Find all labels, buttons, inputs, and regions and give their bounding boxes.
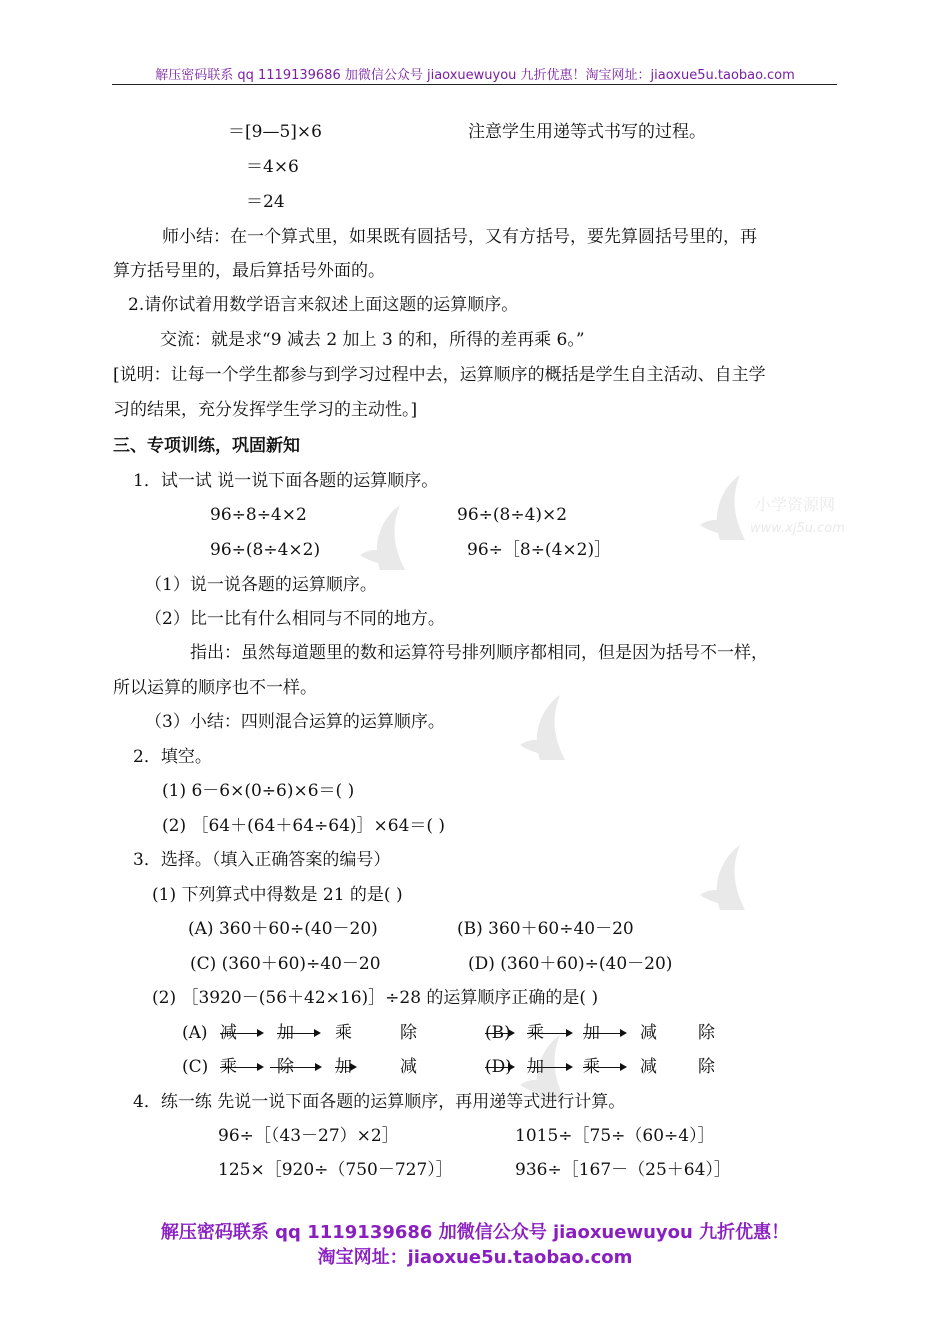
- arrow-icon: [527, 1067, 571, 1068]
- option-b-label: (B): [485, 1023, 511, 1043]
- option-c-op-4: 减: [400, 1057, 417, 1077]
- item-3-title: 3．选择。（填入正确答案的编号）: [133, 850, 391, 870]
- arrow-icon: [220, 1033, 262, 1034]
- item-3-choice-b: (B) 360＋60÷40－20: [457, 919, 634, 939]
- watermark-url: www.xj5u.com: [750, 521, 845, 536]
- summary-line-1: 师小结：在一个算式里，如果既有圆括号，又有方括号，要先算圆括号里的，再: [162, 227, 757, 247]
- arrow-icon: [485, 1067, 513, 1068]
- header-divider: [112, 84, 837, 85]
- item-4-expr-2: 1015÷［75÷（60÷4）］: [515, 1126, 715, 1146]
- option-c-op-1: 乘: [220, 1057, 237, 1077]
- arrow-icon: [583, 1033, 625, 1034]
- item-1-sub-3: （3）小结：四则混合运算的运算顺序。: [145, 712, 445, 732]
- item-1-point-1: 指出：虽然每道题里的数和运算符号排列顺序都相同，但是因为括号不一样，: [190, 643, 768, 663]
- item-1-expr-d: 96÷［8÷(4×2)］: [467, 540, 612, 560]
- option-d-op-3: 减: [640, 1057, 657, 1077]
- arrow-icon: [270, 1067, 320, 1068]
- option-d-op-1: 加: [527, 1057, 544, 1077]
- item-4-expr-3: 125×［920÷（750－727）］: [218, 1160, 453, 1180]
- item-2-question-2: (2) ［64＋(64＋64÷64)］×64＝( ): [162, 816, 446, 836]
- option-b-op-3: 减: [640, 1023, 657, 1043]
- calc-note: 注意学生用递等式书写的过程。: [468, 122, 706, 142]
- item-1-title: 1．试一试 说一说下面各题的运算顺序。: [133, 471, 439, 491]
- arrow-icon: [220, 1067, 262, 1068]
- item-4-expr-4: 936÷［167－（25＋64）］: [515, 1160, 731, 1180]
- option-a-op-3: 乘: [335, 1023, 352, 1043]
- footer-line-2: 淘宝网址：jiaoxue5u.taobao.com: [317, 1247, 633, 1268]
- option-d-label: (D): [485, 1057, 512, 1077]
- calc-step-2: ＝4×6: [246, 157, 299, 177]
- question-2-exchange: 交流：就是求“9 减去 2 加上 3 的和，所得的差再乘 6。”: [160, 330, 585, 350]
- option-d-op-2: 乘: [583, 1057, 600, 1077]
- item-1-sub-1: （1）说一说各题的运算顺序。: [145, 575, 377, 595]
- option-c-op-3: 加: [335, 1057, 352, 1077]
- item-4-title: 4．练一练 先说一说下面各题的运算顺序，再用递等式进行计算。: [133, 1092, 626, 1112]
- arrow-icon: [335, 1067, 355, 1068]
- calc-step-1: ＝[9—5]×6: [228, 122, 322, 142]
- watermark-logo-icon: [500, 690, 650, 770]
- arrow-icon: [485, 1033, 513, 1034]
- option-c-label: (C): [182, 1057, 209, 1077]
- explanation-line-2: 习的结果，充分发挥学生学习的主动性。]: [113, 400, 418, 420]
- item-2-title: 2．填空。: [133, 747, 212, 767]
- item-1-expr-b: 96÷(8÷4)×2: [457, 505, 568, 525]
- option-d-op-4: 除: [698, 1057, 715, 1077]
- calc-step-3: ＝24: [246, 192, 285, 212]
- option-c-op-2: 除: [277, 1057, 294, 1077]
- item-3-choice-a: (A) 360＋60÷(40－20): [188, 919, 378, 939]
- item-3-choice-c: (C) (360＋60)÷40－20: [190, 954, 381, 974]
- option-b-op-2: 加: [583, 1023, 600, 1043]
- option-a-op-2: 加: [277, 1023, 294, 1043]
- arrow-icon: [583, 1067, 625, 1068]
- item-3-question-2: (2) ［3920－(56＋42×16)］÷28 的运算顺序正确的是( ): [152, 988, 599, 1008]
- item-3-choice-d: (D) (360＋60)÷(40－20): [468, 954, 673, 974]
- option-a-op-4: 除: [400, 1023, 417, 1043]
- item-4-expr-1: 96÷［（43－27）×2］: [218, 1126, 399, 1146]
- footer-line-1: 解压密码联系 qq 1119139686 加微信公众号 jiaoxuewuyou 九折优惠！: [160, 1222, 790, 1243]
- item-1-expr-a: 96÷8÷4×2: [210, 505, 307, 525]
- watermark-brand: 小学资源网: [755, 495, 836, 514]
- item-1-point-2: 所以运算的顺序也不一样。: [113, 678, 317, 698]
- summary-line-2: 算方括号里的，最后算括号外面的。: [113, 261, 385, 281]
- item-3-question-1: (1) 下列算式中得数是 21 的是( ): [152, 885, 403, 905]
- option-b-op-4: 除: [698, 1023, 715, 1043]
- arrow-icon: [527, 1033, 571, 1034]
- item-1-sub-2: （2）比一比有什么相同与不同的地方。: [145, 609, 445, 629]
- explanation-line-1: [说明：让每一个学生都参与到学习过程中去，运算顺序的概括是学生自主活动、自主学: [113, 365, 766, 385]
- arrow-icon: [277, 1033, 319, 1034]
- watermark-logo-icon: [680, 840, 830, 920]
- item-2-question-1: (1) 6－6×(0÷6)×6＝( ): [162, 781, 355, 801]
- option-a-label: (A): [182, 1023, 208, 1043]
- item-1-expr-c: 96÷(8÷4×2): [210, 540, 321, 560]
- page-header-banner: 解压密码联系 qq 1119139686 加微信公众号 jiaoxuewuyou 九折优惠！淘宝网址：jiaoxue5u.taobao.com: [155, 68, 795, 83]
- watermark-logo-icon: [680, 470, 845, 550]
- option-a-op-1: 减: [220, 1023, 237, 1043]
- option-b-op-1: 乘: [527, 1023, 544, 1043]
- section-3-title: 三、专项训练，巩固新知: [113, 436, 300, 456]
- question-2-prompt: 2.请你试着用数学语言来叙述上面这题的运算顺序。: [128, 295, 519, 315]
